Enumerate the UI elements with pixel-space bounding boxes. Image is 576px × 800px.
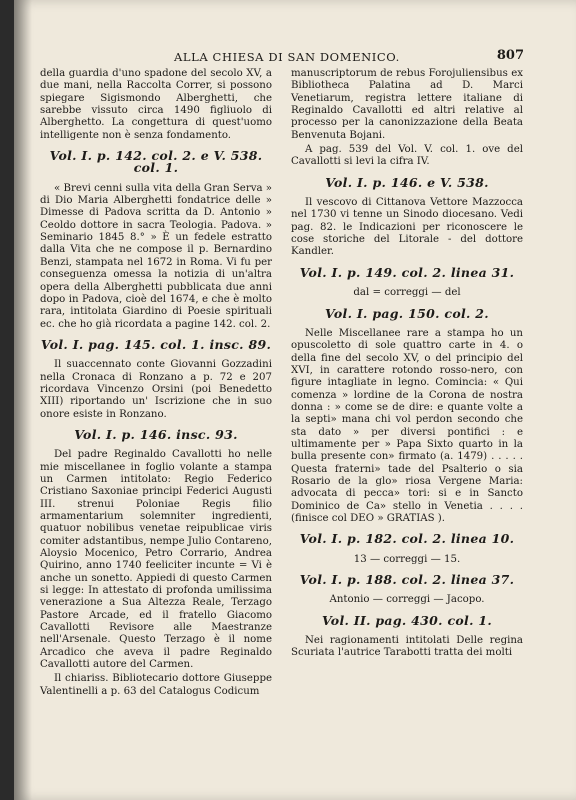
correction-line: Antonio — correggi — Jacopo. bbox=[329, 594, 485, 606]
section-heading: Vol. I. pag. 150. col. 2. bbox=[325, 305, 489, 321]
paragraph: Del padre Reginaldo Cavallotti ho nelle mie miscellanee in foglio volante a stampa un Carmen intitolato: Regio Federico Cristiano Saxoniae principi Federici Augusti III. strenui Poloniae Regis filio armamentarium solemniter ingredienti, quatuor nobilibus venetae reipublicae viris comiter adstantibus, nempe Julio Contareno, Aloysio Mocenico, Petro Corrario, Andrea Quirino, anno 1740 feeliciter incunte = Vi è anche un sonetto. Appiedi di questo Carmen si legge: In attestato di profonda umilissima venerazione a Sua Altezza Reale, Terzago Pastore Arcade, ed il fratello Giacomo Cavallotti Revisore alle Maestranze nell'Arsenale. Questo Terzago è il nome Arcadico che aveva il padre Reginaldo Cavallotti autore del Carmen. bbox=[40, 449, 272, 671]
paragraph: Il vescovo di Cittanova Vettore Mazzocca nel 1730 vi tenne un Sinodo diocesano. Vedi pag. 82. le Indicazioni per riconoscere le cose storiche del Litorale - del dottore Kandler. bbox=[291, 197, 523, 258]
page-header bbox=[174, 50, 524, 68]
paragraph: A pag. 539 del Vol. V. col. 1. ove del Cavallotti si levi la cifra IV. bbox=[291, 144, 523, 168]
left-column bbox=[40, 68, 272, 700]
paragraph: « Brevi cenni sulla vita della Gran Serva » di Dio Maria Alberghetti fondatrice delle » Dimesse di Padova scritta da D. Antonio » Ceoldo dottore in sacra Teologia. Padova. » Seminario 1845 8.° » È un fedele estratto dalla Vita che ne compose il p. Bernardino Benzi, stampata nel 1672 in Roma. Vi fu per conseguenza omessa la notizia di un'altra opera della Alberghetti pubblicata due anni dopo in Padova, cioè del 1674, e che è molto rara, intitolata Giardino di Poesie spirituali ec. che ho già ricordata a pagine 142. col. 2. bbox=[40, 182, 272, 330]
paragraph: manuscriptorum de rebus Forojuliensibus ex Bibliotheca Palatina ad D. Marci Venetiarum, registra lettere italiane di Reginaldo Cavallotti ed altri relative al processo per la canonizzazione della Beata Benvenuta Bojani. bbox=[291, 68, 523, 141]
paragraph: Nelle Miscellanee rare a stampa ho un opuscoletto di sole quattro carte in 4. o della fine del secolo XV, o del principio del XVI, in carattere rotondo rosso-nero, con figure intagliate in legno. Comincia: « Qui comenza » lordine de la Corona de nostra donna : » come se de dire: e quante volte a la septi» mana chi vol perdon secondo che sta dato » per diversi pontifici : e ultimamente per » Papa Sixto quarto in la bulla presente con» firmato (a. 1479) . . . . . Questa fraterni» tade del Psalterio o sia Rosario de la glo» riosa Vergene Maria: advocata di pecca» tori: si e in Sancto Dominico de Ca» stello in Venetia . . . . (finisce col DEO » GRATIAS ). bbox=[291, 327, 523, 524]
section-heading: Vol. I. p. 188. col. 2. linea 37. bbox=[299, 572, 515, 588]
section-heading: Vol. II. pag. 430. col. 1. bbox=[321, 612, 493, 628]
correction-line: 13 — correggi — 15. bbox=[353, 553, 461, 565]
page-number: 807 bbox=[496, 48, 524, 63]
section-heading: Vol. I. p. 146. e V. 538. bbox=[325, 174, 489, 190]
correction-line: dal = correggi — del bbox=[353, 287, 461, 299]
running-title: ALLA CHIESA DI SAN DOMENICO. bbox=[174, 50, 400, 64]
section-heading: Vol. I. p. 146. insc. 93. bbox=[74, 426, 238, 442]
paragraph: Il suaccennato conte Giovanni Gozzadini nella Cronaca di Ronzano a p. 72 e 207 ricordava Vincenzo Orsini (poi Benedetto XIII) riportando un' Iscrizione che in suo onore esiste in Ronzano. bbox=[40, 359, 272, 420]
book-page bbox=[14, 0, 576, 800]
section-heading: Vol. I. p. 182. col. 2. linea 10. bbox=[299, 531, 515, 547]
paragraph: della guardia d'uno spadone del secolo XV, a due mani, nella Raccolta Correr, si possono spiegare Sigismondo Alberghetti, che sarebbe vissuto circa 1490 figliuolo di Alberghetto. La congettura di quest'uomo intelligente non è senza fondamento. bbox=[40, 68, 272, 141]
right-column bbox=[291, 68, 523, 662]
section-heading: Vol. I. p. 142. col. 2. e V. 538. col. 1. bbox=[49, 148, 263, 176]
section-heading: Vol. I. pag. 145. col. 1. insc. 89. bbox=[40, 336, 272, 352]
section-heading: Vol. I. p. 149. col. 2. linea 31. bbox=[299, 264, 515, 280]
paragraph: Nei ragionamenti intitolati Delle regina Scuriata l'autrice Tarabotti tratta dei molti bbox=[291, 635, 523, 659]
page-gutter-shadow bbox=[14, 0, 32, 800]
paragraph: Il chiariss. Bibliotecario dottore Giuseppe Valentinelli a p. 63 del Catalogus Codicum bbox=[40, 673, 272, 697]
